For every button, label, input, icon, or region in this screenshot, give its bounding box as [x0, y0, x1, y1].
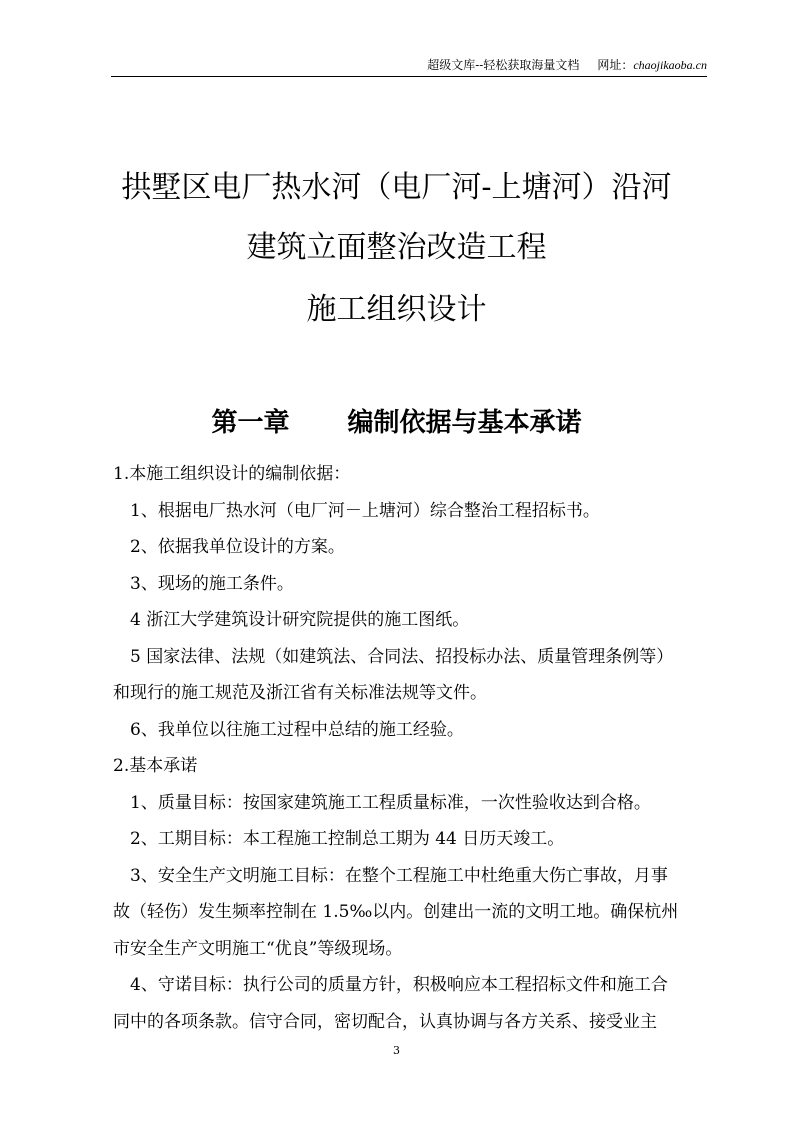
body-line: 4、守诺目标：执行公司的质量方针，积极响应本工程招标文件和施工合 — [130, 975, 668, 995]
header-url: chaojikaoba.cn — [633, 58, 707, 72]
body-line: 3、安全生产文明施工目标：在整个工程施工中杜绝重大伤亡事故，月事 — [130, 865, 668, 886]
body-line: 1、质量目标：按国家建筑施工工程质量标准，一次性验收达到合格。 — [130, 792, 651, 813]
body-line: 3、现场的施工条件。 — [130, 573, 294, 594]
body-line: 2.基本承诺 — [113, 756, 198, 776]
body-line: 6、我单位以往施工过程中总结的施工经验。 — [130, 719, 464, 740]
page-header — [427, 56, 707, 73]
body-line: 2、工期目标：本工程施工控制总工期为 44 日历天竣工。 — [130, 829, 565, 849]
body-line: 市安全生产文明施工“优良”等级现场。 — [113, 938, 403, 959]
body-line: 1、根据电厂热水河（电厂河－上塘河）综合整治工程招标书。 — [130, 500, 600, 521]
body-line: 故（轻伤）发生频率控制在 1.5‰以内。创建出一流的文明工地。确保杭州 — [113, 902, 679, 922]
body-line: 2、依据我单位设计的方案。 — [130, 537, 345, 557]
body-line: 同中的各项条款。信守合同，密切配合，认真协调与各方关系、接受业主 — [113, 1011, 657, 1032]
body-text — [113, 456, 713, 1040]
document-title-line-2: 建筑立面整治改造工程 — [246, 230, 547, 265]
body-line: 1.本施工组织设计的编制依据： — [113, 464, 351, 484]
page-number: 3 — [393, 1044, 400, 1057]
chapter-number: 第一章 — [211, 408, 290, 438]
body-line: 和现行的施工规范及浙江省有关标准法规等文件。 — [113, 683, 487, 703]
document-title-line-1: 拱墅区电厂热水河（电厂河-上塘河）沿河 — [121, 170, 672, 205]
header-site-name: 超级文库--轻松获取海量文档 — [427, 58, 580, 72]
chapter-title: 编制依据与基本承诺 — [347, 408, 582, 438]
document-title-line-3: 施工组织设计 — [306, 292, 487, 327]
header-rule — [111, 76, 707, 77]
body-line: 5 国家法律、法规（如建筑法、合同法、招投标办法、质量管理条例等） — [130, 646, 674, 667]
body-line: 4 浙江大学建筑设计研究院提供的施工图纸。 — [130, 610, 470, 630]
chapter-heading — [0, 402, 793, 439]
header-url-label: 网址： — [597, 58, 634, 72]
